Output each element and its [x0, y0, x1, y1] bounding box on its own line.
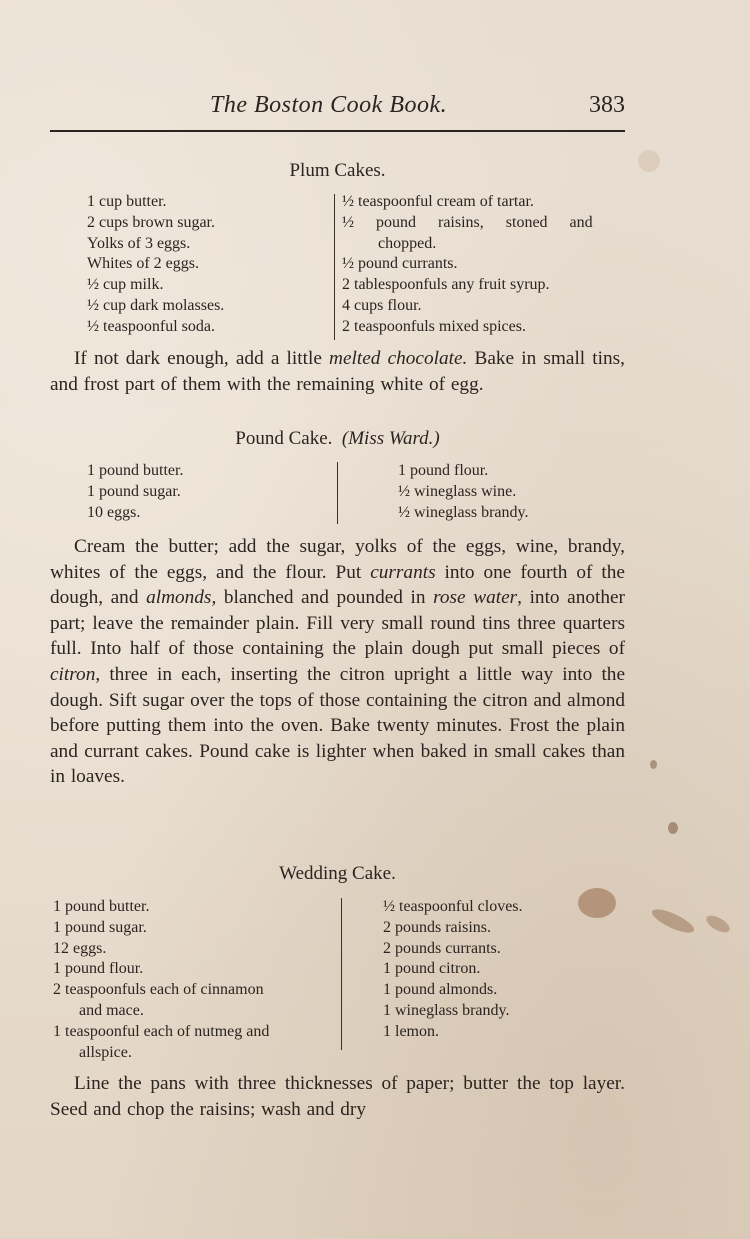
- method-text: Cream the butter; add the sugar, yolks of the eggs, wine, brandy, whites of the eggs, and the flour. Put: [50, 536, 625, 583]
- ingredient: ½ pound currants.: [342, 255, 458, 273]
- paper-stain: [578, 888, 616, 918]
- method-text: , three in each, inserting the citron upright a little way into the dough. Sift sugar over the tops of those containing the citron and almond before putting them into the oven. Bake twenty minutes. Frost the plain and currant cakes. Pound cake is lighter when baked in small cakes than in loaves.: [50, 663, 625, 788]
- method-text: , into another part; leave the remainder plain. Fill very small round tins three quarters full. Into half of those containing the plain dough put small pieces of: [50, 587, 625, 660]
- paper-stain: [649, 905, 697, 937]
- ingredient: 2 teaspoonfuls mixed spices.: [342, 317, 526, 335]
- pound-cake-title-text: Pound Cake.: [235, 428, 333, 449]
- ingredient-continued: and mace.: [79, 1001, 144, 1019]
- ingredient: ½ teaspoonful soda.: [87, 317, 215, 335]
- ingredient: ½ pound raisins, stoned and: [342, 213, 593, 231]
- pound-cake-ingredients-right: [398, 461, 618, 523]
- ingredient: 1 pound sugar.: [87, 482, 181, 500]
- ingredient-continued: chopped.: [378, 234, 437, 252]
- ingredient: ½ cup milk.: [87, 276, 164, 294]
- ingredient: 1 lemon.: [383, 1022, 439, 1040]
- note-emphasis: melted chocolate.: [329, 348, 468, 369]
- ingredient: 1 pound butter.: [53, 898, 150, 915]
- ingredient: 1 pound butter.: [87, 462, 184, 479]
- ingredient: ½ wineglass brandy.: [398, 503, 529, 521]
- wedding-cake-column-divider: [341, 898, 342, 1050]
- wedding-cake-ingredients-right: [383, 897, 623, 1043]
- plum-cakes-column-divider: [334, 194, 335, 340]
- ingredient: 2 cups brown sugar.: [87, 213, 215, 231]
- pound-cake-title: [50, 428, 625, 450]
- ingredient: 1 teaspoonful each of nutmeg and: [53, 1022, 270, 1040]
- ingredient: Yolks of 3 eggs.: [87, 234, 191, 252]
- note-text: If not dark enough, add a little: [74, 348, 330, 369]
- ingredient-continued: allspice.: [79, 1043, 132, 1061]
- ingredient: 1 pound flour.: [398, 462, 489, 479]
- ingredient: 1 pound sugar.: [53, 918, 147, 936]
- ingredient: 12 eggs.: [53, 939, 107, 957]
- method-text: into one fourth of the dough, and: [50, 561, 625, 609]
- ingredient: 1 cup butter.: [87, 193, 167, 210]
- paper-stain: [668, 822, 678, 834]
- wedding-cake-method: Line the pans with three thicknesses of paper; butter the top layer. Seed and chop the raisins; wash and dry: [50, 1073, 625, 1120]
- ingredient: 10 eggs.: [87, 503, 141, 521]
- ingredient: 2 tablespoonfuls any fruit syrup.: [342, 276, 550, 294]
- wedding-cake-title: Wedding Cake.: [279, 863, 396, 884]
- running-title: The Boston Cook Book.: [210, 92, 448, 118]
- ingredient: 1 pound flour.: [53, 960, 144, 978]
- plum-cakes-title: Plum Cakes.: [289, 160, 386, 181]
- ingredient: 1 pound citron.: [383, 960, 481, 978]
- ingredient: 1 wineglass brandy.: [383, 1001, 510, 1019]
- header-rule: [50, 130, 625, 132]
- method-text: , blanched and pounded in: [211, 587, 434, 609]
- ingredient: ½ wineglass wine.: [398, 482, 517, 500]
- pound-cake-ingredients-left: [87, 461, 327, 523]
- plum-cakes-ingredients-left: [87, 192, 332, 338]
- paper-stain: [704, 912, 733, 935]
- method-emphasis: citron: [50, 663, 96, 685]
- paper-stain: [650, 760, 657, 769]
- plum-cakes-note: [50, 346, 625, 397]
- note-text: Bake in small tins, and frost part of them with the remaining white of egg.: [50, 348, 625, 395]
- ingredient: 2 pounds raisins.: [383, 918, 491, 936]
- pound-cake-attribution: (Miss Ward.): [341, 428, 440, 449]
- page-number: 383: [589, 92, 625, 118]
- ingredient: 2 teaspoonfuls each of cinnamon: [53, 981, 264, 999]
- running-head: [50, 88, 625, 124]
- ingredient: ½ teaspoonful cream of tartar.: [342, 193, 534, 210]
- pound-cake-column-divider: [337, 462, 338, 524]
- method-emphasis: currants: [370, 561, 436, 583]
- pound-cake-method: [50, 534, 625, 790]
- ingredient: 1 pound almonds.: [383, 981, 498, 999]
- ingredient: Whites of 2 eggs.: [87, 255, 199, 273]
- wedding-cake-ingredients-left: [53, 897, 338, 1063]
- ingredient: 2 pounds currants.: [383, 939, 501, 957]
- ingredient: 4 cups flour.: [342, 296, 422, 314]
- ingredient: ½ cup dark molasses.: [87, 296, 225, 314]
- method-emphasis: almonds: [146, 587, 212, 609]
- ingredient: ½ teaspoonful cloves.: [383, 898, 523, 915]
- paper-stain: [638, 150, 660, 172]
- method-emphasis: rose water: [433, 587, 518, 609]
- plum-cakes-ingredients-right: [342, 192, 625, 338]
